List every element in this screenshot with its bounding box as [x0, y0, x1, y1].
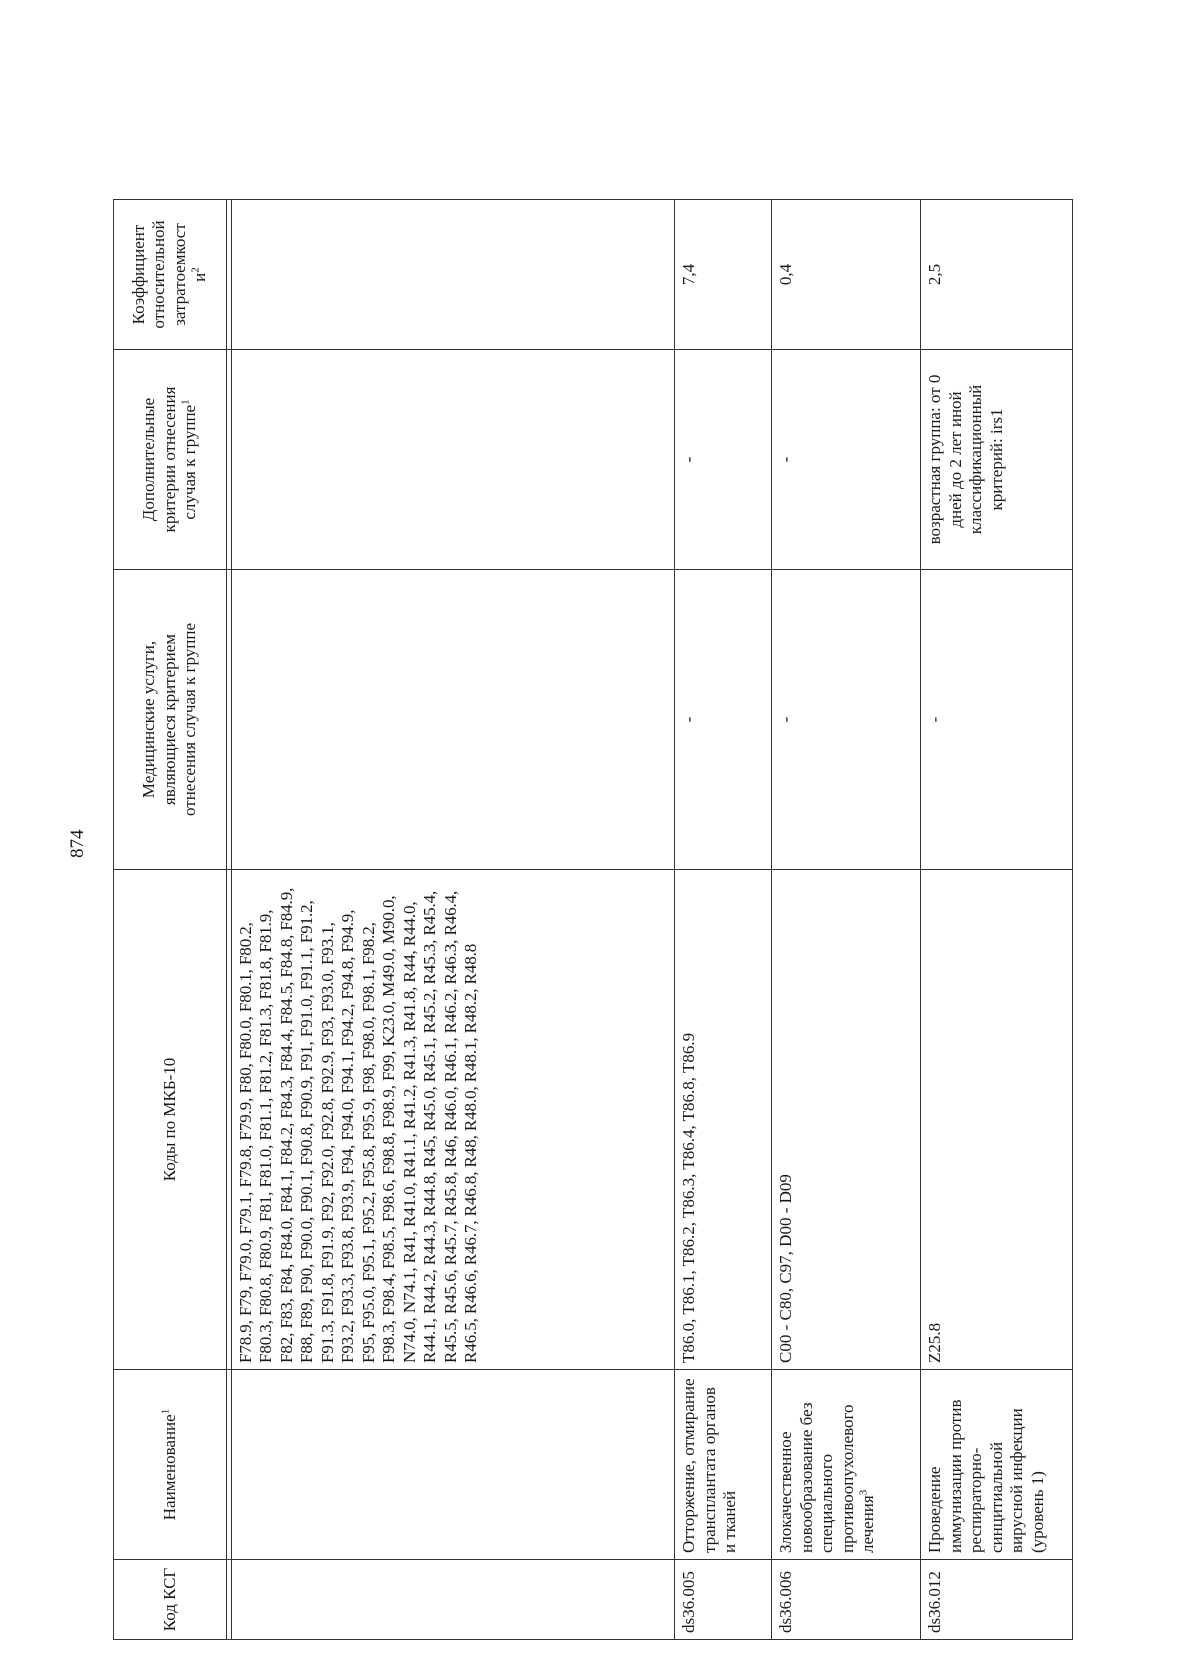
cell-mkb: C00 - C80, C97, D00 - D09	[772, 870, 921, 1370]
cell-code: ds36.005	[675, 1560, 772, 1640]
cell-criteria: -	[772, 350, 921, 570]
cell-name: Отторжение, отмирание трансплантата органов и тканей	[675, 1370, 772, 1560]
cell-code	[231, 1560, 674, 1640]
cell-name: Проведение иммунизации против респираторно-синцитиальной вирусной инфекции (уровень 1)	[921, 1370, 1073, 1560]
cell-code: ds36.006	[772, 1560, 921, 1640]
cell-services: -	[675, 570, 772, 870]
cell-services: -	[921, 570, 1073, 870]
cell-name	[231, 1370, 674, 1560]
rotated-page-content	[113, 200, 1073, 1640]
cell-criteria: возрастная группа: от 0 дней до 2 лет иной классификационный критерий: irs1	[921, 350, 1073, 570]
cell-koef: 7,4	[675, 200, 772, 350]
table-header-row	[114, 200, 227, 1640]
cell-koef	[231, 200, 674, 350]
header-name: Наименование$^1$	[114, 1370, 227, 1560]
header-criteria: Дополнительные критерии отнесения случая к группе$^1$	[114, 350, 227, 570]
table-row	[675, 200, 772, 1640]
cell-mkb: Z25.8	[921, 870, 1073, 1370]
header-code: Код КСГ	[114, 1560, 227, 1640]
cell-code: ds36.012	[921, 1560, 1073, 1640]
cell-koef: 2,5	[921, 200, 1073, 350]
table-row	[921, 200, 1073, 1640]
cell-mkb: F78.9, F79, F79.0, F79.1, F79.8, F79.9, F80, F80.0, F80.1, F80.2, F80.3, F80.8, F80.9, F81, F81.0, F81.1, F81.2, F81.3, F81.8, F81.9, F82, F83, F84, F84.0, F84.1, F84.2, F84.3, F84.4, F84.5, F84.8, F84.9, F88, F89, F90, F90.0, F90.1, F90.8, F90.9, F91, F91.0, F91.1, F91.2, F91.3, F91.8, F91.9, F92, F92.0, F92.8, F92.9, F93, F93.0, F93.1, F93.2, F93.3, F93.8, F93.9, F94, F94.0, F94.1, F94.2, F94.8, F94.9, F95, F95.0, F95.1, F95.2, F95.8, F95.9, F98, F98.0, F98.1, F98.2, F98.3, F98.4, F98.5, F98.6, F98.8, F98.9, F99, K23.0, M49.0, M90.0, N74.0, N74.1, R41, R41.0, R41.1, R41.2, R41.3, R41.8, R44, R44.0, R44.1, R44.2, R44.3, R44.8, R45, R45.0, R45.1, R45.2, R45.3, R45.4, R45.5, R45.6, R45.7, R45.8, R46, R46.0, R46.1, R46.2, R46.3, R46.4, R46.5, R46.6, R46.7, R46.8, R48, R48.0, R48.1, R48.2, R48.8	[231, 870, 674, 1370]
cell-services: -	[772, 570, 921, 870]
cell-services	[231, 570, 674, 870]
header-mkb: Коды по МКБ-10	[114, 870, 227, 1370]
cell-name: Злокачественное новообразование без специального противоопухолевого лечения$^3$	[772, 1370, 921, 1560]
table-row	[772, 200, 921, 1640]
ksg-table	[113, 199, 1073, 1640]
table-row	[231, 200, 674, 1640]
cell-criteria	[231, 350, 674, 570]
cell-mkb: T86.0, T86.1, T86.2, T86.3, T86.4, T86.8, T86.9	[675, 870, 772, 1370]
page-number: 874	[67, 829, 88, 858]
cell-koef: 0,4	[772, 200, 921, 350]
header-koef: Коэффициент относительной затратоемкост $и^2$	[114, 200, 227, 350]
cell-criteria: -	[675, 350, 772, 570]
header-services: Медицинские услуги, являющиеся критерием отнесения случая к группе	[114, 570, 227, 870]
